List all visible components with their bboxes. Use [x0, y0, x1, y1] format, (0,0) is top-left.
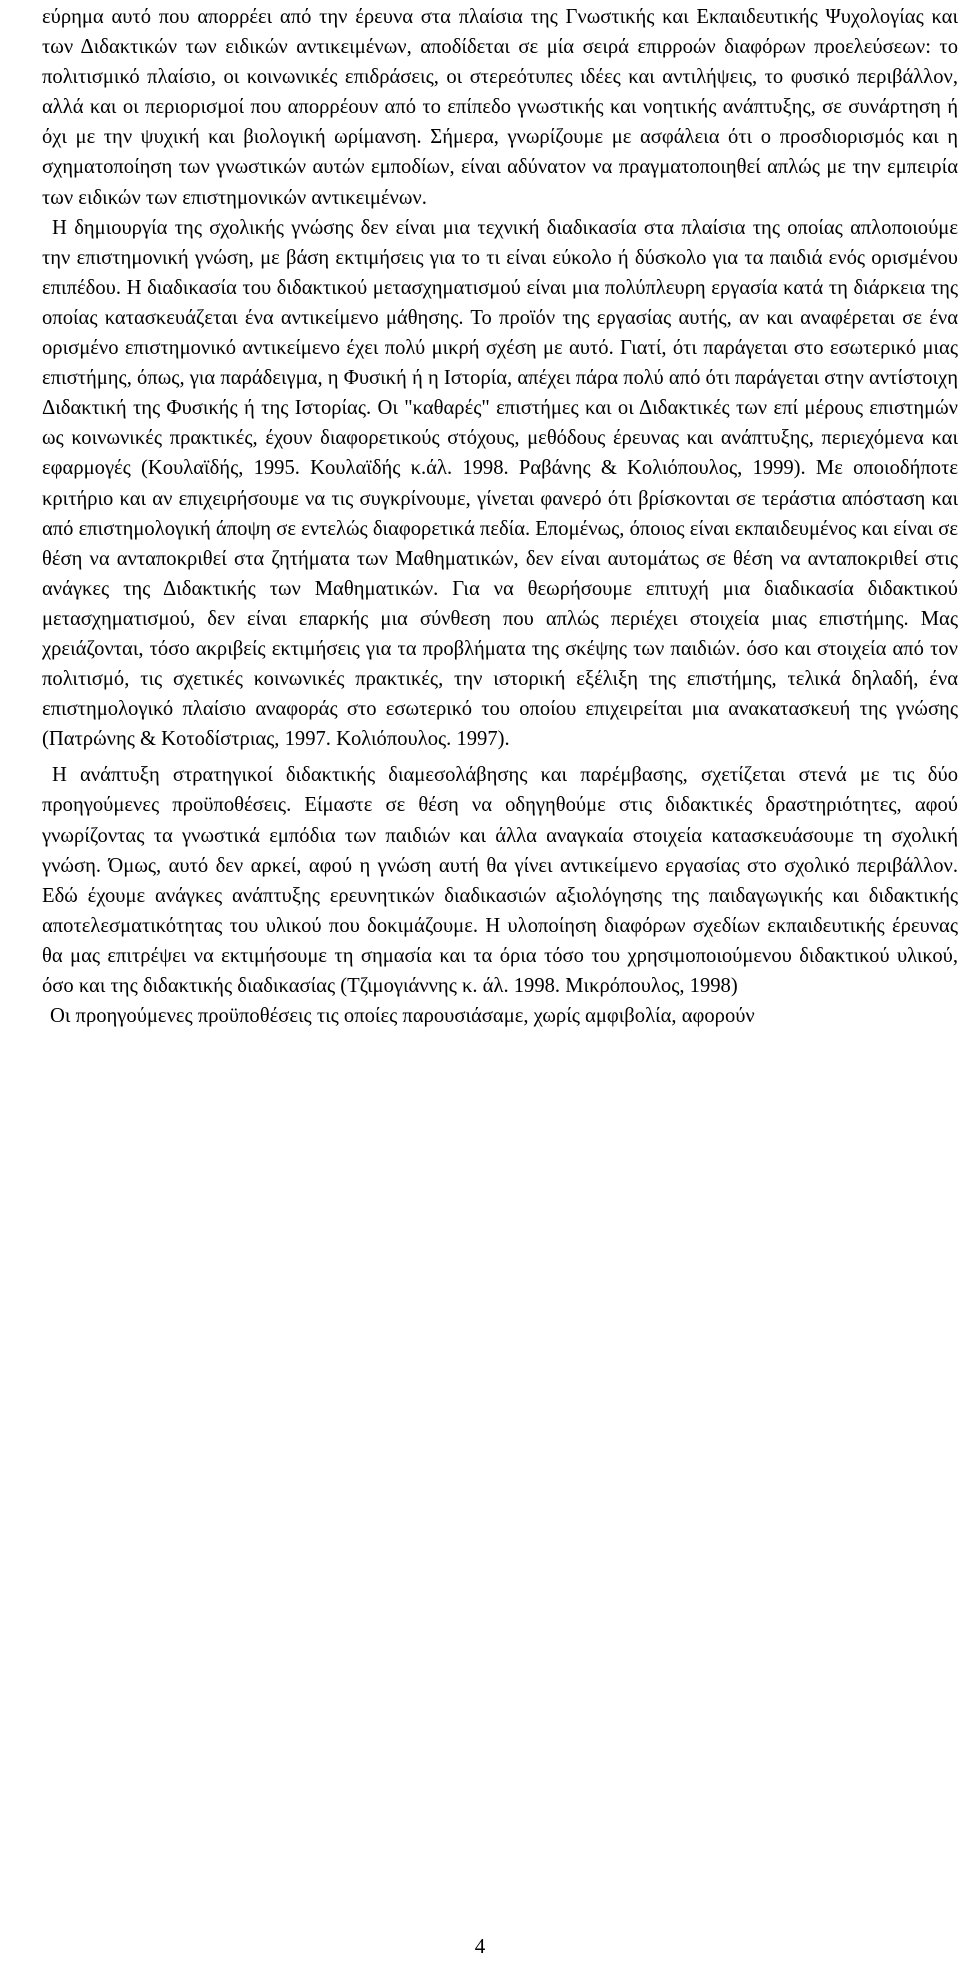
document-page — [42, 2, 958, 1031]
paragraph-2: Η δημιουργία της σχολικής γνώσης δεν είναι μια τεχνική διαδικασία στα πλαίσια της οποίας απλοποιούμε την επιστημονική γνώση, με βάση εκτιμήσεις για το τι είναι εύκολο ή δύσκολο για τα παιδιά ενός ορισμένου επιπέδου. Η διαδικασία του διδακτικού μετασχηματισμού είναι μια πολύπλευρη εργασία κατά τη διάρκεια της οποίας κατασκευάζεται ένα αντικείμενο μάθησης. Το προϊόν της εργασίας αυτής, αν και αναφέρεται σε ένα ορισμένο επιστημονικό αντικείμενο έχει πολύ μικρή σχέση με αυτό. Γιατί, ότι παράγεται στο εσωτερικό μιας επιστήμης, όπως, για παράδειγμα, η Φυσική ή η Ιστορία, απέχει πάρα πολύ από ότι παράγεται στην αντίστοιχη Διδακτική της Φυσικής ή της Ιστορίας. Οι "καθαρές" επιστήμες και οι Διδακτικές των επί μέρους επιστημών ως κοινωνικές πρακτικές, έχουν διαφορετικούς στόχους, μεθόδους έρευνας και ανάπτυξης, περιεχόμενα και εφαρμογές (Κουλαϊδής, 1995. Κουλαϊδής κ.άλ. 1998. Ραβάνης & Κολιόπουλος, 1999). Με οποιοδήποτε κριτήριο και αν επιχειρήσουμε να τις συγκρίνουμε, γίνεται φανερό ότι βρίσκονται σε τεράστια απόσταση και από επιστημολογική άποψη σε εντελώς διαφορετικά πεδία. Επομένως, όποιος είναι εκπαιδευμένος και είναι σε θέση να ανταποκριθεί στα ζητήματα των Μαθηματικών, δεν είναι αυτομάτως σε θέση να ανταποκριθεί στις ανάγκες της Διδακτικής των Μαθηματικών. Για να θεωρήσουμε επιτυχή μια διαδικασία διδακτικού μετασχηματισμού, δεν είναι επαρκής μια σύνθεση που απλώς περιέχει στοιχεία μιας επιστήμης. Μας χρειάζονται, τόσο ακριβείς εκτιμήσεις για τα προβλήματα της σκέψης των παιδιών. όσο και στοιχεία από τον πολιτισμό, τις σχετικές κοινωνικές πρακτικές, την ιστορική εξέλιξη της επιστήμης, τελικά δηλαδή, ένα επιστημολογικό πλαίσιο αναφοράς στο εσωτερικό του οποίου επιχειρείται μια ανακατασκευή της γνώσης (Πατρώνης & Κοτοδίστριας, 1997. Κολιόπουλος. 1997). — [42, 216, 958, 751]
page-number: 4 — [474, 1934, 486, 1958]
paragraph-1: εύρημα αυτό που απορρέει από την έρευνα στα πλαίσια της Γνωστικής και Εκπαιδευτικής Ψυχολογίας και των Διδακτικών των ειδικών αντικειμένων, αποδίδεται σε μία σειρά επιρροών διαφόρων προελεύσεων: το πολιτισμικό πλαίσιο, οι κοινωνικές επιδράσεις, οι στερεότυπες ιδέες και αντιλήψεις, το φυσικό περιβάλλον, αλλά και οι περιορισμοί που απορρέουν από το επίπεδο γνωστικής και νοητικής ανάπτυξης, σε συνάρτηση ή όχι με την ψυχική και βιολογική ωρίμανση. Σήμερα, γνωρίζουμε με ασφάλεια ότι ο προσδιορισμός και η σχηματοποίηση των γνωστικών αυτών εμποδίων, είναι αδύνατον να πραγματοποιηθεί απλώς με την εμπειρία των ειδικών των επιστημονικών αντικειμένων. — [42, 6, 958, 209]
paragraph-4: Οι προηγούμενες προϋποθέσεις τις οποίες παρουσιάσαμε, χωρίς αμφιβολία, αφορούν — [50, 1005, 755, 1028]
paragraph-3: Η ανάπτυξη στρατηγικοί διδακτικής διαμεσολάβησης και παρέμβασης, σχετίζεται στενά με τις δύο προηγούμενες προϋποθέσεις. Είμαστε σε θέση να οδηγηθούμε στις διδακτικές δραστηριότητες, αφού γνωρίζοντας τα γνωστικά εμπόδια των παιδιών και άλλα αναγκαία στοιχεία κατασκευάσουμε τη σχολική γνώση. Όμως, αυτό δεν αρκεί, αφού η γνώση αυτή θα γίνει αντικείμενο εργασίας στο σχολικό περιβάλλον. Εδώ έχουμε ανάγκες ανάπτυξης ερευνητικών διαδικασιών αξιολόγησης της παιδαγωγικής και διδακτικής αποτελεσματικότητας του υλικού που δοκιμάζουμε. Η υλοποίηση διαφόρων σχεδίων εκπαιδευτικής έρευνας θα μας επιτρέψει να εκτιμήσουμε τη σημασία και τα όρια τόσο του χρησιμοποιούμενου διδακτικού υλικού, όσο και της διδακτικής διαδικασίας (Τζιμογιάννης κ. άλ. 1998. Μικρόπουλος, 1998) — [42, 764, 958, 997]
